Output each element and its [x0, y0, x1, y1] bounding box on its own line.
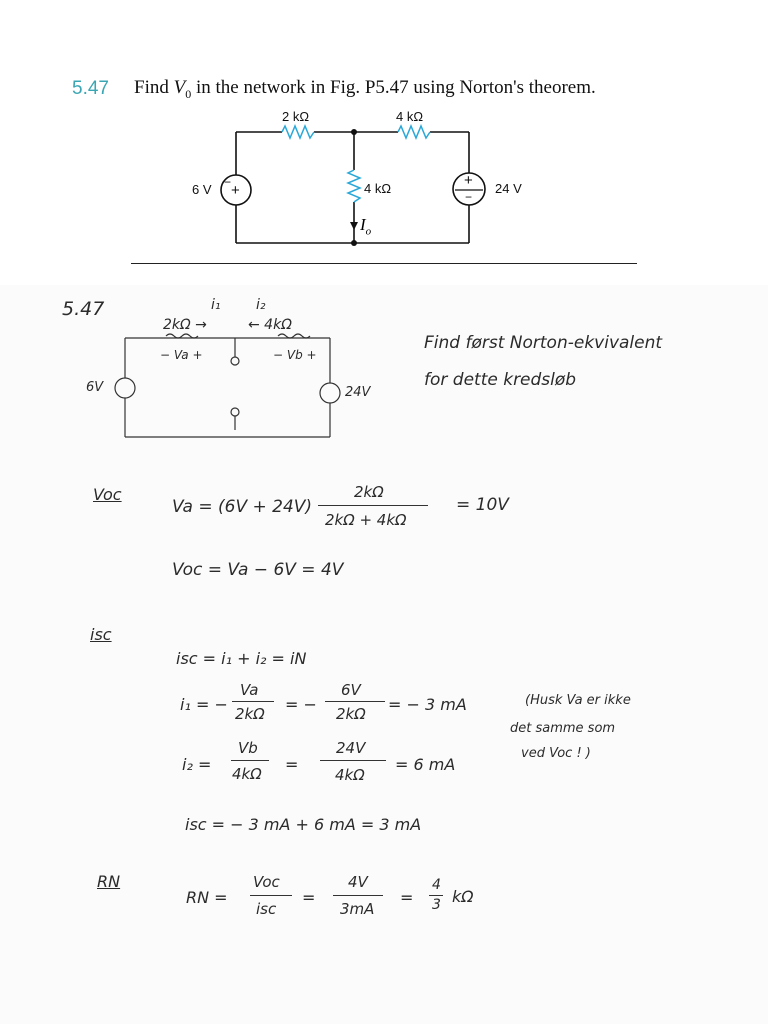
voc-eq1-denominator: 2kΩ + 4kΩ — [325, 511, 407, 529]
i1-numerator: Va — [240, 681, 259, 699]
rn-label: RN — [97, 872, 121, 891]
notes-heading: 5.47 — [62, 298, 105, 320]
rn-result-numerator: 4 — [432, 877, 441, 893]
sketch-r-right: ← 4kΩ — [248, 317, 292, 333]
voc-eq1-result: = 10V — [456, 495, 509, 515]
i1-result: = − 3 mA — [388, 695, 467, 714]
voc-eq2: Voc = Va − 6V = 4V — [172, 560, 344, 580]
problem-text-after: in the network in Fig. P5.47 using Norton's theorem. — [191, 77, 596, 98]
i2-fraction-bar — [231, 760, 269, 761]
label-r3: 4 kΩ — [364, 181, 392, 196]
sketch-source-left: 6V — [86, 380, 104, 395]
current-label — [360, 215, 371, 237]
sketch-i1: i₁ — [211, 297, 221, 313]
i1-numerator-2: 6V — [341, 681, 361, 699]
rn-denominator-2: 3mA — [340, 900, 375, 918]
label-source-right: 24 V — [495, 181, 522, 196]
rn-result-equals: = — [400, 888, 414, 907]
i2-denominator-2: 4kΩ — [335, 766, 365, 784]
i2-numerator: Vb — [238, 739, 258, 757]
rn-numerator: Voc — [253, 873, 280, 891]
source-left-minus: − — [224, 175, 232, 189]
isc-eq1: isc = i₁ + i₂ = iN — [176, 649, 307, 668]
i1-denominator: 2kΩ — [235, 705, 265, 723]
comment-line-1: Find først Norton-ekvivalent — [424, 333, 663, 353]
i2-numerator-2: 24V — [336, 739, 366, 757]
i1-left: i₁ = − — [180, 695, 228, 714]
i2-middle: = — [285, 755, 299, 774]
rn-fraction-bar-2 — [333, 895, 383, 896]
sketch-source-right: 24V — [345, 385, 371, 400]
note-line-3: ved Voc ! ) — [521, 746, 591, 761]
source-left-plus: + — [231, 182, 240, 199]
isc-eq2: isc = − 3 mA + 6 mA = 3 mA — [185, 815, 422, 834]
resistor-4k-top — [398, 126, 430, 138]
problem-text-before: Find — [134, 77, 174, 98]
i2-fraction-bar-2 — [320, 760, 386, 761]
rn-middle: = — [302, 888, 316, 907]
voc-eq1-fraction-bar — [318, 505, 428, 506]
v-symbol: V — [173, 77, 186, 98]
i1-fraction-bar-2 — [325, 701, 385, 702]
rn-left: RN = — [186, 888, 228, 907]
v-subscript: 0 — [185, 86, 192, 101]
circuit-figure — [0, 0, 768, 270]
rn-denominator: isc — [256, 900, 277, 918]
voc-label: Voc — [93, 485, 122, 504]
resistor-4k-middle — [348, 170, 360, 202]
sketch-r-left: 2kΩ → — [163, 317, 207, 333]
isc-label: isc — [90, 625, 112, 644]
i2-result: = 6 mA — [395, 755, 456, 774]
sketch-i2: i₂ — [256, 297, 266, 313]
voc-eq1-left: Va = (6V + 24V) — [172, 497, 313, 517]
i1-denominator-2: 2kΩ — [336, 705, 366, 723]
rn-numerator-2: 4V — [348, 873, 368, 891]
current-symbol: I — [360, 215, 366, 234]
problem-number: 5.47 — [72, 78, 109, 99]
rn-result-unit: kΩ — [452, 887, 474, 906]
voc-eq1-numerator: 2kΩ — [354, 483, 384, 501]
sketch-va: − Va + — [160, 348, 203, 362]
resistor-2k — [282, 126, 314, 138]
i1-middle: = − — [285, 695, 317, 714]
source-right-minus: − — [465, 190, 473, 204]
comment-line-2: for dette kredsløb — [424, 370, 577, 390]
i2-denominator: 4kΩ — [232, 765, 262, 783]
label-r2: 4 kΩ — [396, 109, 424, 124]
i2-left: i₂ = — [182, 755, 212, 774]
i1-fraction-bar — [232, 701, 274, 702]
label-source-left: 6 V — [192, 182, 212, 197]
note-line-1: (Husk Va er ikke — [525, 693, 631, 708]
current-subscript: o — [365, 225, 372, 238]
label-r1: 2 kΩ — [282, 109, 310, 124]
rn-fraction-bar — [250, 895, 292, 896]
sketch-vb: − Vb + — [273, 348, 317, 362]
rn-result-denominator: 3 — [432, 897, 441, 913]
note-line-2: det samme som — [510, 721, 616, 736]
source-right-plus: + — [464, 172, 473, 189]
rn-result-fraction-bar — [429, 895, 443, 896]
notes-sketch-circuit — [0, 285, 768, 485]
current-arrow — [350, 222, 358, 230]
divider-rule — [131, 263, 637, 264]
